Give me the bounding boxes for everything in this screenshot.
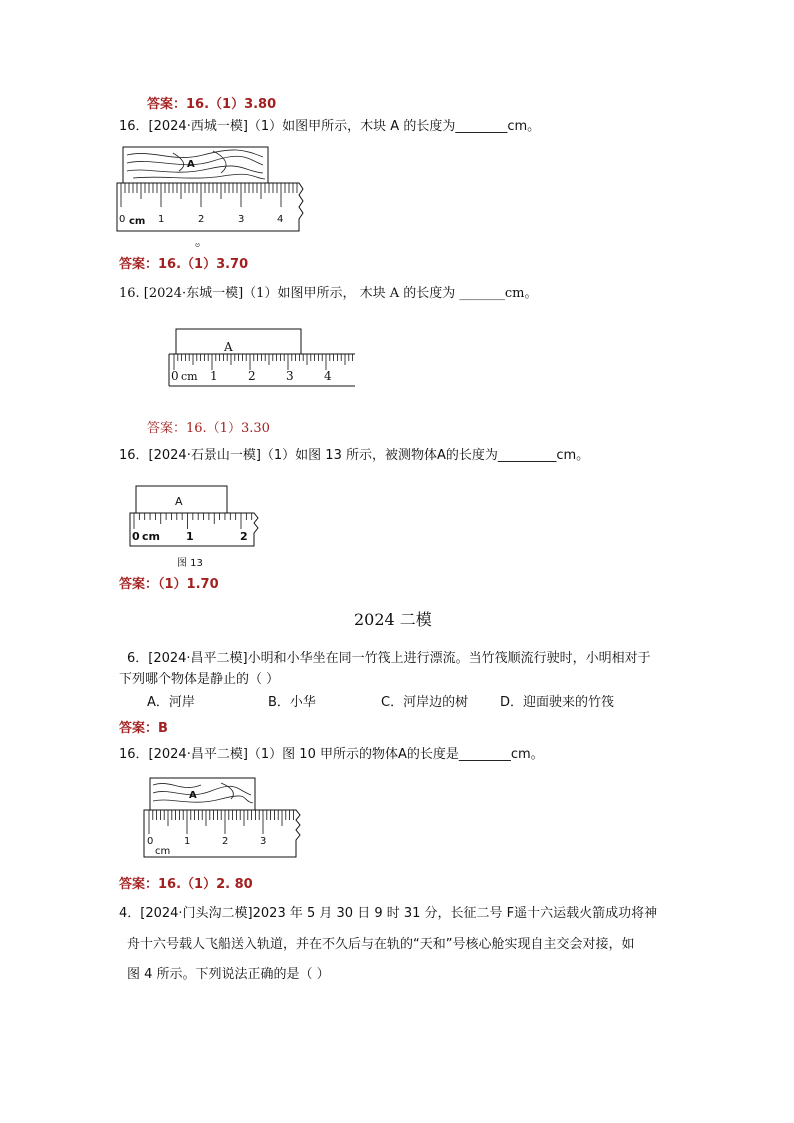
answer-text: 答案：16.（1）3.30: [147, 421, 270, 436]
tick-label: 3: [260, 836, 267, 847]
tick-label: 3: [238, 214, 245, 225]
ruler-figure-2: [165, 328, 365, 390]
option-c: C．河岸边的树: [381, 695, 469, 710]
question-text: 16．[2024·西城一模]（1）如图甲所示，木块 A 的长度为________cm。: [119, 119, 541, 134]
ruler-figure-1: [113, 143, 313, 248]
question-text: 16．[2024·石景山一模]（1）如图 13 所示，被测物体A的长度为_________cm。: [119, 448, 590, 463]
block-label: A: [224, 340, 233, 354]
unit-label: cm: [129, 216, 146, 227]
tick-label: 1: [186, 530, 194, 543]
tick-label: 2: [198, 214, 205, 225]
ruler-figure-3: [128, 484, 268, 574]
unit-label: cm: [142, 530, 160, 543]
question-text: 6．[2024·昌平二模]小明和小华坐在同一竹筏上进行漂流。当竹筏顺流行驶时，小明相对于: [127, 651, 651, 666]
option-a: A．河岸: [147, 695, 195, 710]
tick-label: 0: [132, 530, 140, 543]
figure-caption: 图 13: [177, 558, 203, 569]
tick-label: 4: [277, 214, 284, 225]
tick-label: 2: [222, 836, 229, 847]
tick-label: 0: [119, 214, 126, 225]
option-b: B．小华: [268, 695, 316, 710]
question-text: 下列哪个物体是静止的（ ）: [119, 672, 280, 687]
question-text: 16. [2024·东城一模]（1）如图甲所示， 木块 A 的长度为 _______cm。: [119, 286, 538, 301]
tick-label: 2: [240, 530, 248, 543]
answer-text: 答案：16.（1）3.70: [119, 257, 249, 272]
answer-text: 答案：（1）1.70: [119, 577, 219, 592]
tick-label: 1: [210, 369, 218, 383]
tick-label: 2: [248, 369, 256, 383]
tick-label: 4: [324, 369, 332, 383]
question-text: 16．[2024·昌平二模]（1）图 10 甲所示的物体A的长度是________cm。: [119, 747, 544, 762]
wood-block: [176, 329, 301, 354]
option-d: D．迎面驶来的竹筏: [500, 695, 615, 710]
tick-label: 3: [286, 369, 294, 383]
block-label: A: [189, 790, 197, 801]
answer-text: 答案：B: [119, 721, 168, 736]
ruler-figure-5: [141, 775, 311, 865]
tick-label: 1: [158, 214, 165, 225]
section-title: 2024 二模: [354, 610, 432, 629]
tick-label: 0: [147, 836, 154, 847]
tick-label: 0: [171, 369, 179, 383]
answer-text: 答案：16.（1）3.80: [147, 97, 277, 112]
tick-label: 1: [184, 836, 191, 847]
question-text: 舟十六号载人飞船送入轨道，并在不久后与在轨的“天和”号核心舱实现自主交会对接，如: [127, 937, 635, 952]
unit-label: cm: [155, 846, 171, 857]
block-label: A: [175, 495, 183, 508]
stray-mark: ဗ: [195, 240, 201, 250]
answer-text: 答案：16.（1）2. 80: [119, 877, 253, 892]
unit-label: cm: [181, 370, 198, 383]
question-text: 图 4 所示。下列说法正确的是（ ）: [127, 967, 330, 982]
ruler-ticks: [174, 354, 353, 370]
block-label: A: [187, 159, 195, 170]
question-text: 4．[2024·门头沟二模]2023 年 5 月 30 日 9 时 31 分，长征二号 F遥十六运载火箭成功将神: [119, 906, 658, 921]
